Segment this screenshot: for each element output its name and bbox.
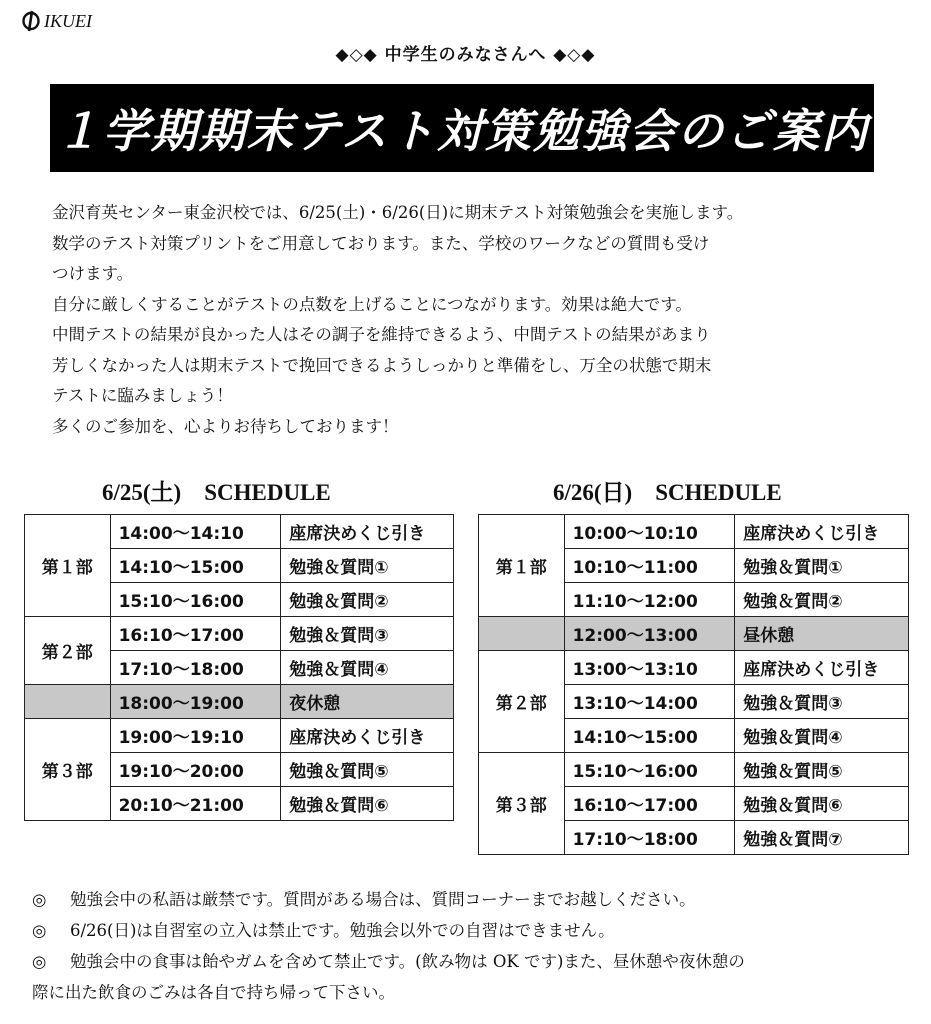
- activity-cell: 勉強＆質問⑥: [281, 787, 454, 821]
- part-label: 第１部: [25, 515, 111, 617]
- intro-line: 金沢育英センター東金沢校では、6/25(土)・6/26(日)に期末テスト対策勉強会を実施します。: [52, 203, 744, 222]
- activity-cell: 昼休憩: [735, 617, 909, 651]
- time-cell: 15:10～16:00: [110, 583, 281, 617]
- note-mark: ◎: [32, 952, 47, 971]
- schedule-table-0625: [24, 514, 454, 821]
- time-cell: 14:00～14:10: [110, 515, 281, 549]
- time-cell: 16:10～17:00: [110, 617, 281, 651]
- notes-list: [32, 884, 912, 1008]
- intro-line: 芳しくなかった人は期末テストで挽回できるようしっかりと準備をし、万全の状態で期末: [52, 355, 712, 375]
- note-mark: ◎: [32, 890, 47, 909]
- logo: [22, 10, 92, 32]
- table-row: [25, 617, 454, 651]
- note-item: [32, 946, 912, 977]
- schedule-title-0626: 6/26(日) SCHEDULE: [553, 480, 782, 505]
- activity-cell: 勉強＆質問③: [281, 617, 454, 651]
- table-row-break: [25, 685, 454, 719]
- activity-cell: 勉強＆質問②: [735, 583, 909, 617]
- intro-line: テストに臨みましょう！: [52, 386, 233, 405]
- table-row: [479, 753, 909, 787]
- time-cell: 13:00～13:10: [564, 651, 735, 685]
- activity-cell: 勉強＆質問⑥: [735, 787, 909, 821]
- part-cell-empty: [25, 685, 111, 719]
- activity-cell: 勉強＆質問④: [735, 719, 909, 753]
- time-cell: 18:00～19:00: [110, 685, 281, 719]
- table-row: [25, 719, 454, 753]
- intro-line: 数学のテスト対策プリントをご用意しております。また、学校のワークなどの質問も受け: [52, 233, 710, 253]
- time-cell: 12:00～13:00: [564, 617, 735, 651]
- activity-cell: 勉強＆質問⑤: [735, 753, 909, 787]
- page-title: １学期期末テスト対策勉強会のご案内: [50, 84, 874, 172]
- intro-line: つけます。: [52, 264, 134, 283]
- time-cell: 20:10～21:00: [110, 787, 281, 821]
- note-line: 勉強会中の私語は厳禁です。質問がある場合は、質問コーナーまでお越しください。: [70, 890, 696, 909]
- note-line: 勉強会中の食事は飴やガムを含めて禁止です。(飲み物は OK です)また、昼休憩や夜休憩の: [70, 952, 745, 971]
- time-cell: 19:00～19:10: [110, 719, 281, 753]
- activity-cell: 座席決めくじ引き: [735, 651, 909, 685]
- note-mark: ◎: [32, 921, 47, 940]
- ikuei-logo-icon: [22, 10, 40, 32]
- note-item: [32, 884, 912, 915]
- note-item: [32, 915, 912, 946]
- activity-cell: 勉強＆質問①: [281, 549, 454, 583]
- part-label: 第２部: [25, 617, 111, 685]
- activity-cell: 勉強＆質問③: [735, 685, 909, 719]
- time-cell: 14:10～15:00: [110, 549, 281, 583]
- intro-text: [52, 198, 892, 442]
- time-cell: 17:10～18:00: [110, 651, 281, 685]
- part-label: 第１部: [479, 515, 565, 617]
- part-cell-empty: [479, 617, 565, 651]
- time-cell: 19:10～20:00: [110, 753, 281, 787]
- intro-line: 多くのご参加を、心よりお待ちしております！: [52, 416, 399, 436]
- activity-cell: 勉強＆質問①: [735, 549, 909, 583]
- activity-cell: 勉強＆質問⑤: [281, 753, 454, 787]
- subheading: ◆◇◆ 中学生のみなさんへ ◆◇◆: [335, 45, 596, 65]
- table-row-break: [479, 617, 909, 651]
- time-cell: 16:10～17:00: [564, 787, 735, 821]
- part-label: 第３部: [479, 753, 565, 855]
- note-text: [70, 884, 912, 915]
- table-row: [479, 651, 909, 685]
- time-cell: 10:10～11:00: [564, 549, 735, 583]
- activity-cell: 座席決めくじ引き: [281, 719, 454, 753]
- part-label: 第３部: [25, 719, 111, 821]
- activity-cell: 座席決めくじ引き: [735, 515, 909, 549]
- schedule-table-0626: [478, 514, 909, 855]
- note-text: [70, 946, 912, 977]
- intro-line: 自分に厳しくすることがテストの点数を上げることにつながります。効果は絶大です。: [52, 294, 692, 314]
- activity-cell: 夜休憩: [281, 685, 454, 719]
- intro-line: 中間テストの結果が良かった人はその調子を維持できるよう、中間テストの結果があまり: [52, 325, 711, 344]
- time-cell: 14:10～15:00: [564, 719, 735, 753]
- note-text: [70, 915, 912, 946]
- time-cell: 17:10～18:00: [564, 821, 735, 855]
- activity-cell: 勉強＆質問④: [281, 651, 454, 685]
- activity-cell: 勉強＆質問⑦: [735, 821, 909, 855]
- note-line: 際に出た飲食のごみは各自で持ち帰って下さい。: [32, 983, 395, 1002]
- schedule-title-0625: 6/25(土) SCHEDULE: [102, 480, 331, 505]
- time-cell: 11:10～12:00: [564, 583, 735, 617]
- time-cell: 10:00～10:10: [564, 515, 735, 549]
- note-continuation: [32, 977, 912, 1008]
- table-row: [25, 515, 454, 549]
- activity-cell: 座席決めくじ引き: [281, 515, 454, 549]
- time-cell: 15:10～16:00: [564, 753, 735, 787]
- table-row: [479, 515, 909, 549]
- part-label: 第２部: [479, 651, 565, 753]
- logo-text: IKUEI: [44, 10, 92, 31]
- activity-cell: 勉強＆質問②: [281, 583, 454, 617]
- note-line: 6/26(日)は自習室の立入は禁止です。勉強会以外での自習はできません。: [70, 921, 615, 940]
- time-cell: 13:10～14:00: [564, 685, 735, 719]
